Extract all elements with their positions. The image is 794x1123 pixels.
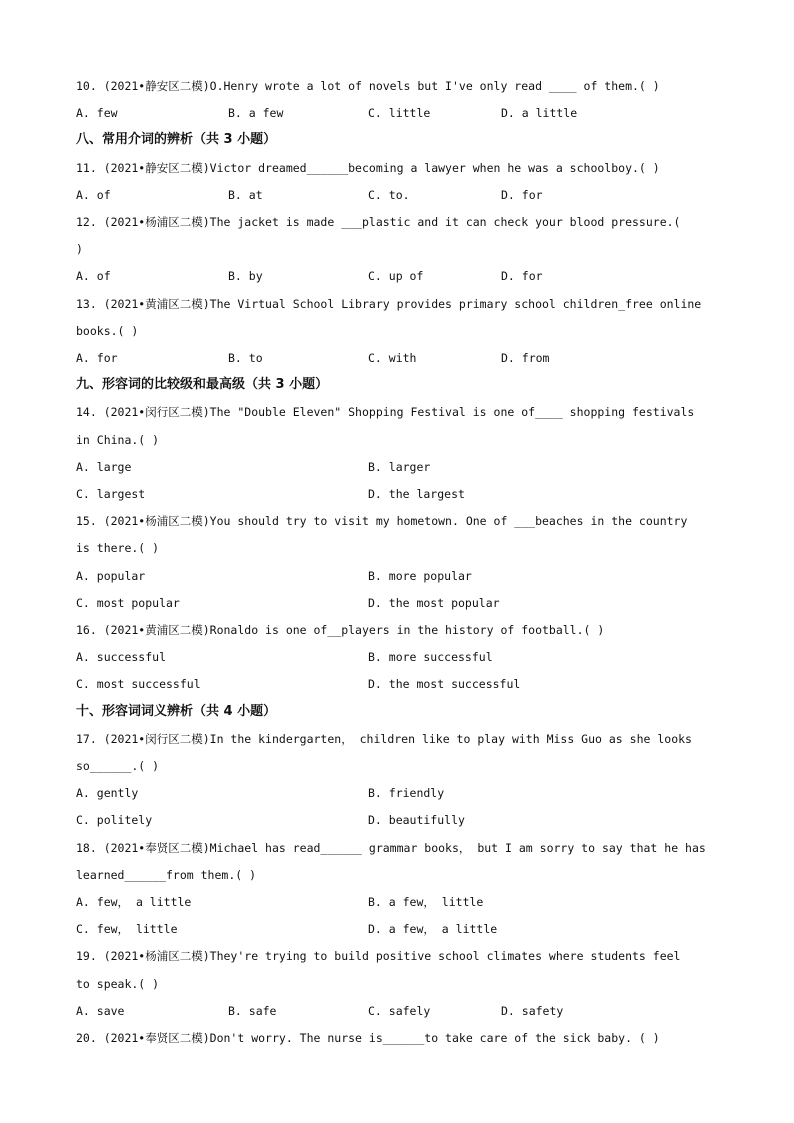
q14-stem: 14. (2021•闵行区二模)The "Double Eleven" Shopping Festival is one of____ shopping festivals — [76, 405, 695, 420]
q17-option-c: C. politely — [76, 813, 153, 828]
q14-stem-continued: in China.( ) — [76, 432, 160, 447]
q10-stem: 10. (2021•静安区二模)O.Henry wrote a lot of novels but I've only read ____ of them.( ) — [76, 79, 660, 93]
section-heading: 十、形容词词义辨析（共 4 小题） — [76, 703, 277, 719]
q19-stem-continued: to speak.( ) — [76, 976, 160, 991]
q18-option-b: B. a few， little — [368, 895, 484, 909]
q12-option-d: D. for — [501, 269, 543, 284]
q13-option-b: B. to — [228, 351, 263, 365]
q17-option-d: D. beautifully — [368, 813, 465, 828]
section-heading: 九、形容词的比较级和最高级（共 3 小题） — [76, 377, 329, 393]
q19-option-c: C. safely — [368, 1003, 431, 1018]
q11-option-c: C. to. — [368, 187, 410, 202]
q14-option-c: C. largest — [76, 487, 146, 501]
q17-stem-continued: so______.( ) — [76, 759, 160, 773]
q11-stem: 11. (2021•静安区二模)Victor dreamed______becoming a lawyer when he was a schoolboy.( ) — [76, 160, 660, 175]
q13-option-c: C. with — [368, 351, 417, 365]
q15-stem-continued: is there.( ) — [76, 541, 160, 556]
q11-option-b: B. at — [228, 187, 263, 202]
q10-option-b: B. a few — [228, 106, 284, 121]
q12-option-a: A. of — [76, 269, 111, 284]
q12-stem-continued: ) — [76, 242, 83, 257]
q10-option-c: C. little — [368, 106, 431, 121]
q19-option-a: A. save — [76, 1003, 125, 1018]
q17-stem: 17. (2021•闵行区二模)In the kindergarten， children like to play with Miss Guo as she looks — [76, 731, 692, 746]
q13-stem-continued: books.( ) — [76, 323, 139, 338]
q13-option-d: D. from — [501, 351, 550, 365]
q18-stem: 18. (2021•奉贤区二模)Michael has read______ grammar books， but I am sorry to say that he has — [76, 840, 706, 855]
q16-option-d: D. the most successful — [368, 677, 521, 692]
q12-option-c: C. up of — [368, 269, 424, 284]
q20-stem: 20. (2021•奉贤区二模)Don't worry. The nurse is______to take care of the sick baby. ( ) — [76, 1031, 660, 1045]
q19-option-b: B. safe — [228, 1003, 277, 1018]
q18-option-c: C. few， little — [76, 922, 178, 937]
q15-stem: 15. (2021•杨浦区二模)You should try to visit my hometown. One of ___beaches in the country — [76, 514, 688, 529]
q12-stem: 12. (2021•杨浦区二模)The jacket is made ___plastic and it can check your blood pressure.( — [76, 215, 681, 229]
q17-option-b: B. friendly — [368, 786, 445, 801]
q10-option-d: D. a little — [501, 106, 578, 121]
section-heading: 八、常用介词的辨析（共 3 小题） — [76, 132, 277, 148]
q16-option-c: C. most successful — [76, 677, 201, 692]
q11-option-d: D. for — [501, 187, 543, 202]
q18-option-d: D. a few， a little — [368, 922, 498, 937]
q10-option-a: A. few — [76, 106, 118, 121]
q15-option-c: C. most popular — [76, 595, 180, 610]
q14-option-b: B. larger — [368, 459, 431, 474]
q14-option-a: A. large — [76, 459, 132, 474]
q12-option-b: B. by — [228, 269, 263, 284]
q13-option-a: A. for — [76, 351, 118, 365]
q15-option-a: A. popular — [76, 568, 146, 583]
q14-option-d: D. the largest — [368, 487, 465, 501]
q18-option-a: A. few， a little — [76, 895, 192, 909]
q15-option-d: D. the most popular — [368, 595, 500, 610]
q16-option-a: A. successful — [76, 650, 167, 665]
q16-stem: 16. (2021•黄浦区二模)Ronaldo is one of__players in the history of football.( ) — [76, 623, 605, 637]
q16-option-b: B. more successful — [368, 650, 493, 665]
q18-stem-continued: learned______from them.( ) — [76, 867, 257, 882]
q15-option-b: B. more popular — [368, 568, 472, 583]
q11-option-a: A. of — [76, 187, 111, 202]
q13-stem: 13. (2021•黄浦区二模)The Virtual School Library provides primary school children_free online — [76, 296, 702, 311]
q19-stem: 19. (2021•杨浦区二模)They're trying to build positive school climates where students feel — [76, 949, 681, 964]
q17-option-a: A. gently — [76, 786, 139, 801]
q19-option-d: D. safety — [501, 1003, 564, 1018]
